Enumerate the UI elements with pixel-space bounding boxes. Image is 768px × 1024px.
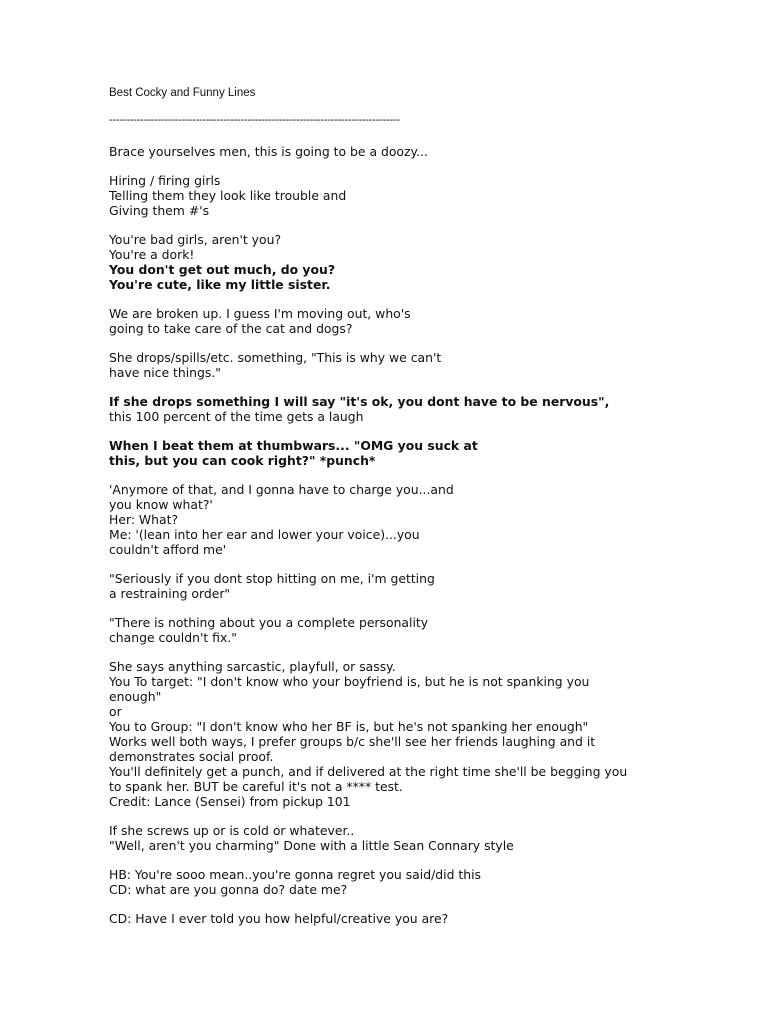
bold-text-line: You're cute, like my little sister. xyxy=(109,277,331,292)
text-line: "Well, aren't you charming" Done with a little Sean Connary style xyxy=(109,838,514,853)
paragraph xyxy=(109,482,669,557)
text-line: She says anything sarcastic, playfull, or sassy. xyxy=(109,659,396,674)
text-line: We are broken up. I guess I'm moving out, who's xyxy=(109,306,411,321)
paragraph xyxy=(109,911,669,926)
text-line: Giving them #'s xyxy=(109,203,210,218)
text-line: If she screws up or is cold or whatever.. xyxy=(109,823,355,838)
paragraph xyxy=(109,823,669,853)
document-page xyxy=(109,86,669,940)
bold-text-line: this, but you can cook right?" *punch* xyxy=(109,453,376,468)
paragraph xyxy=(109,173,669,218)
paragraph xyxy=(109,394,669,424)
text-line: change couldn't fix." xyxy=(109,630,237,645)
text-line: You To target: "I don't know who your boyfriend is, but he is not spanking you xyxy=(109,674,590,689)
text-line: She drops/spills/etc. something, "This is why we can't xyxy=(109,350,442,365)
text-line: CD: what are you gonna do? date me? xyxy=(109,882,348,897)
paragraph xyxy=(109,615,669,645)
paragraph xyxy=(109,144,669,159)
bold-text-line: You don't get out much, do you? xyxy=(109,262,336,277)
text-line: this 100 percent of the time gets a laugh xyxy=(109,409,364,424)
text-line: You to Group: "I don't know who her BF is, but he's not spanking her enough" xyxy=(109,719,589,734)
text-line: "There is nothing about you a complete personality xyxy=(109,615,429,630)
text-line: You're bad girls, aren't you? xyxy=(109,232,282,247)
document-title: Best Cocky and Funny Lines xyxy=(109,87,256,99)
bold-text-line: When I beat them at thumbwars... "OMG you suck at xyxy=(109,438,478,453)
text-line: Telling them they look like trouble and xyxy=(109,188,347,203)
text-line: You'll definitely get a punch, and if delivered at the right time she'll be begging you xyxy=(109,764,628,779)
text-line: a restraining order" xyxy=(109,586,231,601)
text-line: CD: Have I ever told you how helpful/creative you are? xyxy=(109,911,449,926)
paragraph xyxy=(109,438,669,468)
text-line: Me: '(lean into her ear and lower your voice)...you xyxy=(109,527,420,542)
text-line: couldn't afford me' xyxy=(109,542,227,557)
text-line: Works well both ways, I prefer groups b/c she'll see her friends laughing and it xyxy=(109,734,596,749)
paragraph xyxy=(109,659,669,809)
paragraph xyxy=(109,571,669,601)
text-line: have nice things." xyxy=(109,365,221,380)
text-line: "Seriously if you dont stop hitting on me, i'm getting xyxy=(109,571,435,586)
text-line: Hiring / firing girls xyxy=(109,173,221,188)
paragraph xyxy=(109,232,669,292)
text-line: to spank her. BUT be careful it's not a **** test. xyxy=(109,779,403,794)
bold-text-line: If she drops something I will say "it's ok, you dont have to be nervous", xyxy=(109,394,610,409)
paragraph xyxy=(109,350,669,380)
text-line: enough" xyxy=(109,689,162,704)
text-line: HB: You're sooo mean..you're gonna regret you said/did this xyxy=(109,867,481,882)
text-line: Credit: Lance (Sensei) from pickup 101 xyxy=(109,794,351,809)
document-body xyxy=(109,144,669,926)
text-line: Her: What? xyxy=(109,512,179,527)
paragraph xyxy=(109,867,669,897)
text-line: Brace yourselves men, this is going to be a doozy... xyxy=(109,144,428,159)
text-line: demonstrates social proof. xyxy=(109,749,274,764)
horizontal-rule: ------------------------------------------------------------------------------------ xyxy=(109,114,400,126)
paragraph xyxy=(109,306,669,336)
text-line: or xyxy=(109,704,122,719)
text-line: 'Anymore of that, and I gonna have to charge you...and xyxy=(109,482,454,497)
text-line: You're a dork! xyxy=(109,247,195,262)
text-line: going to take care of the cat and dogs? xyxy=(109,321,353,336)
text-line: you know what?' xyxy=(109,497,213,512)
